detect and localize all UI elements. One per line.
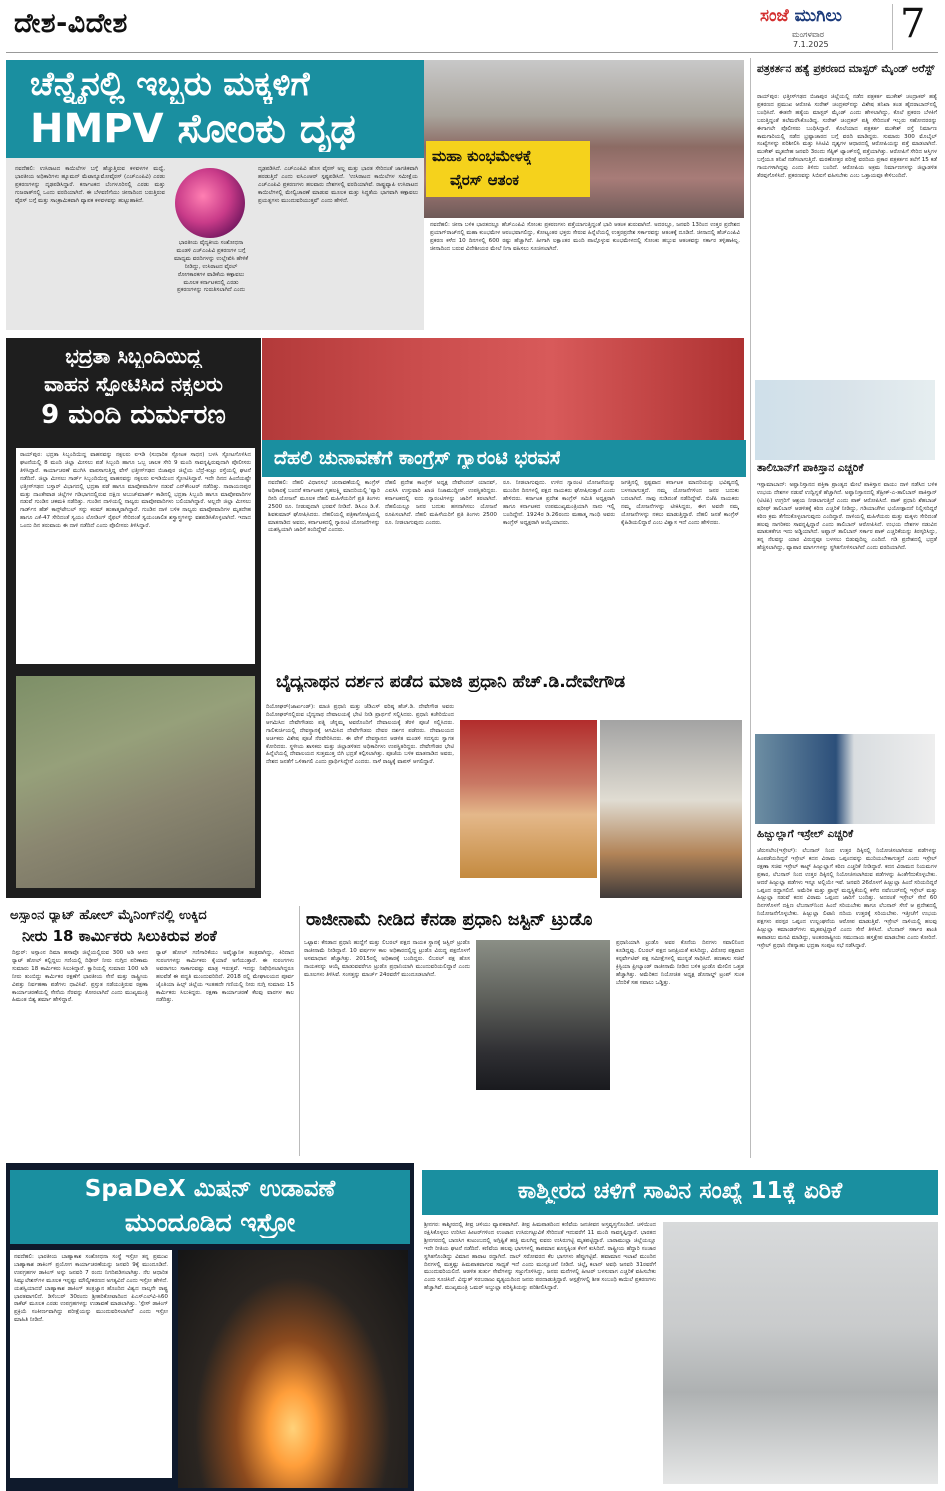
kumbh-tag-line2: ವೈರಸ್ ಆತಂಕ	[450, 171, 520, 189]
virus-illustration	[175, 168, 245, 238]
bhadrata-text: ರಾಯ್‌ಪುರ: ಭದ್ರತಾ ಸಿಬ್ಬಂದಿಯಿದ್ದ ವಾಹನವನ್ನು ನಕ್ಸಲರು ಐಇಡಿ (ಸುಧಾರಿತ ಸ್ಫೋಟಕ ಸಾಧನ) ಬಳಸಿ ಸ್ಫೋಟಗೊಳಿಸಿದ ಘಟನೆಯಲ್ಲಿ 8 ಮಂದಿ ಜಿಲ್ಲಾ ಮೀಸಲು ಪಡೆ ಸಿಬ್ಬಂದಿ ಹಾಗೂ ಒಬ್ಬ ಚಾಲಕ ಸೇರಿ 9 ಮಂದಿ ಸಾವನ್ನಪ್ಪಿರುವುದಾಗಿ ಪೊಲೀಸರು ತಿಳಿಸಿದ್ದಾರೆ. ಕಾರ್ಯಾಚರಣೆ ಮುಗಿಸಿ ವಾಪಸಾಗುತ್ತಿದ್ದ ವೇಳೆ ಛತ್ತೀಸ್‌ಗಢದ ಬಿಜಾಪುರ ಜಿಲ್ಲೆಯ ಬೆದ್ರೆ-ಕುಟ್ರು ರಸ್ತೆಯಲ್ಲಿ ಘಟನೆ ನಡೆದಿದೆ. ಜಿಲ್ಲಾ ಮೀಸಲು ಗಾರ್ಡ್ ಸಿಬ್ಬಂದಿಯಿದ್ದ ವಾಹನವನ್ನು ನಕ್ಸಲರು ಐಇಡಿಯಿಂದ ಸ್ಫೋಟಿಸಿದ್ದಾರೆ. ಇದೇ ದಿನದ ಹಿಂದೆಯಷ್ಟೇ ಛತ್ತೀಸ್‌ಗಢದ ಬಸ್ತಾರ್ ವಿಭಾಗದಲ್ಲಿ ಭದ್ರತಾ ಪಡೆ ಹಾಗೂ ಮಾವೋವಾದಿಗಳ ನಡುವೆ ಎನ್‌ಕೌಂಟರ್ ನಡೆದಿತ್ತು. ನಾರಾಯಣಪುರ ಮತ್ತು ದಾಂತೇವಾಡ ಜಿಲ್ಲೆಗಳ ಗಡಿಭಾಗದಲ್ಲಿರುವ ದಕ್ಷಿಣ ಅಬುಜ್‌ಮಾರ್ಹ್ ಕಾಡಿನಲ್ಲಿ ಭದ್ರತಾ ಸಿಬ್ಬಂದಿ ಹಾಗೂ ಮಾವೋವಾದಿಗಳ ನಡುವೆ ಗುಂಡಿನ ಚಕಮಕಿ ನಡೆದಿತ್ತು. ಗುಂಡಿನ ದಾಳಿಯಲ್ಲಿ ನಾಲ್ವರು ಮಾವೋವಾದಿಗಳು ಬಲಿಯಾಗಿದ್ದಾರೆ. ಅಲ್ಲದೇ ಜಿಲ್ಲಾ ಮೀಸಲು ಗಾರ್ಡ್‌ನ ಹೆಡ್ ಕಾನ್ಸ್‌ಟೇಬಲ್ ಸನ್ನು ಕರಮ್ ಹುತಾತ್ಮರಾಗಿದ್ದಾರೆ. ಗುಂಡಿನ ದಾಳಿ ಬಳಿಕ ನಾಲ್ವರು ಮಾವೋವಾದಿಗಳ ಮೃತದೇಹ ಹಾಗೂ ಎಕೆ-47 ಸೇರಿದಂತೆ ಸ್ವಯಂ ಲೋಡಿಂಗ್ ರೈಫಲ್ ಸೇರಿದಂತೆ ಸ್ವಯಂಚಾಲಿತ ಶಸ್ತ್ರಾಸ್ತ್ರಗಳನ್ನು ವಶಪಡಿಸಿಕೊಳ್ಳಲಾಗಿದೆ. ಇದಾದ ಒಂದು ದಿನ ತರುವಾಯ ಈ ದಾಳಿ ನಡೆದಿದೆ ಎಂದು ಪೊಲೀಸರು ತಿಳಿಸಿದ್ದಾರೆ.	[20, 452, 251, 530]
assam-headline-line2: ನೀರು 18 ಕಾರ್ಮಿಕರು ಸಿಲುಕಿರುವ ಶಂಕೆ	[22, 927, 217, 945]
trudeau-col2: ಪ್ರಧಾನಿಯಾಗಿ ಟ್ರುಡೊ ಅವರ ಕೊನೆಯ ದಿನಗಳು ಸವಾಲಿನಿಂದ ಕೂಡಿದ್ದವು. ಲಿಬರಲ್ ಪಕ್ಷದ ಜನಪ್ರಿಯತೆ ಕುಸಿದಿದ್ದು, ವಿರೋಧ ಪಕ್ಷವಾದ ಕನ್ಸರ್ವೇಟಿವ್ ಪಕ್ಷ ಸಮೀಕ್ಷೆಗಳಲ್ಲಿ ಮುನ್ನಡೆ ಸಾಧಿಸಿದೆ. ಹಣಕಾಸು ಸಚಿವೆ ಕ್ರಿಸ್ಟಿಯಾ ಫ್ರೀಲ್ಯಾಂಡ್ ರಾಜೀನಾಮೆ ನೀಡಿದ ಬಳಿಕ ಟ್ರುಡೊ ಮೇಲಿನ ಒತ್ತಡ ಹೆಚ್ಚಾಗಿತ್ತು. ಅಮೆರಿಕದ ನಿಯೋಜಿತ ಅಧ್ಯಕ್ಷ ಡೊನಾಲ್ಡ್ ಟ್ರಂಪ್ ಸುಂಕ ಬೆದರಿಕೆ ಸಹ ಸವಾಲು ಒಡ್ಡಿತ್ತು.	[616, 940, 744, 986]
spadex-headline-line1: SpaDeX ಮಿಷನ್ ಉಡಾವಣೆ	[84, 1176, 336, 1202]
hmpv-col1: ನವದೆಹಲಿ: ಉಸಿರಾಟದ ಕಾಯಿಲೆಗಳ ಬಗ್ಗೆ ಹೆಚ್ಚುತ್ತಿರುವ ಕಳವಳಗಳ ಮಧ್ಯೆ, ಭಾರತೀಯ ಅಧಿಕಾರಿಗಳು ಹ್ಯೂಮನ್ ಮೆಟಾನ್ಯೂಮೋವೈರಸ್ (ಎಚ್ಎಂಪಿವಿ) ಎರಡು ಪ್ರಕರಣಗಳನ್ನು ದೃಢಪಡಿಸಿದ್ದಾರೆ. ಕರ್ನಾಟಕದ ಬೆಂಗಳೂರಿನಲ್ಲಿ ಎರಡು ಮತ್ತು ಗುಜರಾತ್‌ನಲ್ಲಿ ಒಂದು ವರದಿಯಾಗಿದೆ. ಈ ಬೆಳವಣಿಗೆಯು ಚೀನಾದಿಂದ ಬರುತ್ತಿರುವ ವೈರಸ್ ಬಗ್ಗೆ ಮತ್ತು ಸಾಂಕ್ರಾಮಿಕವಾಗಿ ವ್ಯಾಪಕ ಕಳವಳವನ್ನು ಹುಟ್ಟುಹಾಕಿದೆ.	[15, 166, 165, 204]
hmpv-title-box	[6, 60, 424, 158]
kumbh-text: ನವದೆಹಲಿ: ಚೀನಾ ಬಳಿಕ ಭಾರತದಲ್ಲೂ ಹೆಚ್ಎಂಪಿವಿ ಸೋಂಕು ಪ್ರಕರಣಗಳು ಪತ್ತೆಯಾಗುತ್ತಿದ್ದಂತೆ ಭಾರಿ ಆತಂಕ ಶುರುವಾಗಿದೆ. ಅದರಲ್ಲೂ, ಜನವರಿ 13ರಿಂದ ಉತ್ತರ ಪ್ರದೇಶದ ಪ್ರಯಾಗ್‌ರಾಜ್‌ನಲ್ಲಿ ಮಹಾ ಕುಂಭಮೇಳ ಆರಂಭವಾಗಲಿದ್ದು, ಕೋಟ್ಯಂತರ ಭಕ್ತರು ಸೇರುವ ಹಿನ್ನೆಲೆಯಲ್ಲಿ ಉತ್ತರಪ್ರದೇಶ ಸರ್ಕಾರವನ್ನು ಆತಂಕಕ್ಕೆ ದೂಡಿದೆ. ಚೀನಾದಲ್ಲಿ ಹೆಚ್ಎಂಪಿವಿ ಪ್ರಕರಣ ಕಳೆದ 10 ದಿನಗಳಲ್ಲಿ 600 ರಷ್ಟು ಹೆಚ್ಚಾಗಿದೆ. ಹೀಗಾಗಿ ಲಕ್ಷಾಂತರ ಮಂದಿ ಪಾಲ್ಗೊಳ್ಳುವ ಕುಂಭಮೇಳದಲ್ಲಿ ಸೋಂಕು ಹಬ್ಬುವ ಆತಂಕವನ್ನು ಸರ್ಕಾರ ತಳ್ಳಿಹಾಕಿಲ್ಲ. ಚೀನಾದಿಂದ ಬರುವ ವಿದೇಶೀಯರ ಮೇಲೆ ನಿಗಾ ವಹಿಸಲು ಸೂಚಿಸಲಾಗಿದೆ.	[430, 222, 740, 252]
trudeau-photo	[476, 940, 610, 1090]
assam-headline-box	[6, 906, 300, 946]
column-divider	[750, 58, 751, 1158]
trudeau-headline-box	[300, 906, 746, 936]
issue-date: 7.1.2025	[793, 40, 829, 49]
assam-col2: ರ‍್ಯಾಟ್ ಹೋಲ್ ಗಣಿಗಾರಿಕೆಯು ಅವೈಜ್ಞಾನಿಕ ತಂತ್ರವಾಗಿದ್ದು, ಕಿರಿದಾದ ಸುರಂಗಗಳನ್ನು ಕಾರ್ಮಿಕರು ಕೈಯಾರೆ ಅಗೆಯುತ್ತಾರೆ. ಈ ಸುರಂಗಗಳು ಅವರಾಗಲು ಸಾಕಾಗುವಷ್ಟು ಮಾತ್ರ ಇರುತ್ತವೆ. ಇದನ್ನು ನಿಷೇಧಿಸಲಾಗಿದ್ದರೂ ಹಲವೆಡೆ ಈ ಪದ್ಧತಿ ಮುಂದುವರಿದಿದೆ. 2018 ರಲ್ಲಿ ಮೇಘಾಲಯದ ಪೂರ್ವ ಜೈಂತಿಯಾ ಹಿಲ್ಸ್ ಜಿಲ್ಲೆಯ ಇಂತಹದೇ ಗಣಿಯಲ್ಲಿ ನೀರು ನುಗ್ಗಿ ಸುಮಾರು 15 ಕಾರ್ಮಿಕರು ಸಿಲುಕಿದ್ದರು. ರಕ್ಷಣಾ ಕಾರ್ಯಾಚರಣೆ ಕೆಲವು ವಾರಗಳ ಕಾಲ ನಡೆದಿತ್ತು.	[156, 950, 294, 1004]
congress-press-photo	[262, 338, 744, 440]
hmpv-col3: ದೃಢಪಡಿಸಿದೆ. ಎಚ್ಎಂಪಿವಿ ಹೊಸ ವೈರಸ್ ಅಲ್ಲ ಮತ್ತು ಭಾರತ ಸೇರಿದಂತೆ ಜಾಗತಿಕವಾಗಿ ಹರಡುತ್ತಿದೆ ಎಂದು ಐಸಿಎಂಆರ್ ಸ್ಪಷ್ಟಪಡಿಸಿದೆ. 'ಉಸಿರಾಟದ ಕಾಯಿಲೆಗಳ ಸಮೀಕ್ಷೆಯ ಎಚ್ಎಂಪಿವಿ ಪ್ರಕರಣಗಳು ಹಲವಾರು ದೇಶಗಳಲ್ಲಿ ವರದಿಯಾಗಿವೆ. ರಾಷ್ಟ್ರವ್ಯಾಪಿ ಉಸಿರಾಟದ ಕಾಯಿಲೆಗಳಲ್ಲಿ ಮೇಲ್ವಿಚಾರಣೆ ಮಾಡುವ ಮೂಲಕ ಮತ್ತು ಸಿದ್ಧತೆಯ ಭಾಗವಾಗಿ ಕಣ್ಗಾವಲು ಪ್ರಯತ್ನಗಳು ಮುಂದುವರಿಯುತ್ತವೆ' ಎಂದು ಹೇಳಿದೆ.	[258, 166, 418, 204]
hezbollah-headline: ಹಿಜ್ಬುಲ್ಲಾಗೆ ಇಸ್ರೇಲ್ ಎಚ್ಚರಿಕೆ	[757, 828, 854, 840]
issue-day: ಮಂಗಳವಾರ	[792, 30, 825, 39]
paper-masthead	[760, 6, 842, 26]
congress-col4: ಜಗತ್ತಿನಲ್ಲಿ ಸ್ಪಷ್ಟವಾದ ಕರ್ನಾಟಕ ಮಾದರಿಯನ್ನು ಭವಿಷ್ಯದಲ್ಲಿ ಬಳಸಲಾಗುತ್ತದೆ. ನಮ್ಮ ಯೋಜನೆಗಳಿಂದ ಜನರ ಬದುಕು ಬದಲಾಗಿದೆ. ನಾವು ನುಡಿದಂತೆ ನಡೆದಿದ್ದೇವೆ. ಬಿಜೆಪಿ ನಾಯಕರು ನಮ್ಮ ಯೋಜನೆಗಳನ್ನು ಟೀಕಿಸಿದ್ದರು, ಈಗ ಅವರೇ ನಮ್ಮ ಯೋಜನೆಗಳನ್ನು ನಕಲು ಮಾಡುತ್ತಿದ್ದಾರೆ. ದೆಹಲಿ ಜನತೆ ಕಾಂಗ್ರೆಸ್ ಕೈಹಿಡಿಯಲಿದ್ದಾರೆ ಎಂಬ ವಿಶ್ವಾಸ ಇದೆ ಎಂದು ಹೇಳಿದರು.	[621, 480, 739, 526]
kumbh-tag	[426, 141, 590, 197]
kashmir-text: ಶ್ರೀನಗರ: ಕಾಶ್ಮೀರದಲ್ಲಿ ತೀವ್ರ ಚಳಿಯು ವ್ಯಾಪಕವಾಗಿದೆ. ತೀವ್ರ ಹಿಮಪಾತದಿಂದ ಕಣಿವೆಯ ಜನಜೀವನ ಅಸ್ತವ್ಯಸ್ತಗೊಂಡಿದೆ. ಚಳಿಯಿಂದ ರಕ್ಷಿಸಿಕೊಳ್ಳಲು ಉರಿಸಿದ ಹೀಟರ್‌ಗಳಿಂದ ಉಂಟಾದ ಉಸಿರುಗಟ್ಟುವಿಕೆ ಸೇರಿದಂತೆ ಇದುವರೆಗೆ 11 ಮಂದಿ ಸಾವನ್ನಪ್ಪಿದ್ದಾರೆ. ಭಾರತದ ಶ್ರೀನಗರದಲ್ಲಿ ಬಾಣಸಿಗ ಕುಟುಂಬದಲ್ಲಿ ಅಗ್ಗಿಷ್ಟಿಕೆ ಹಚ್ಚಿ ಮಲಗಿದ್ದ ಐವರು ಉಸಿರುಗಟ್ಟಿ ಮೃತಪಟ್ಟಿದ್ದಾರೆ. ಬಾರಾಮುಲ್ಲಾ ಜಿಲ್ಲೆಯಲ್ಲೂ ಇದೇ ರೀತಿಯ ಘಟನೆ ನಡೆದಿದೆ. ಕಣಿವೆಯ ಹಲವು ಭಾಗಗಳಲ್ಲಿ ತಾಪಮಾನ ಶೂನ್ಯಕ್ಕಿಂತ ಕೆಳಗೆ ಕುಸಿದಿದೆ. ರಾಷ್ಟ್ರೀಯ ಹೆದ್ದಾರಿ ಸಂಚಾರ ಸ್ಥಗಿತಗೊಂಡಿದ್ದು ವಿಮಾನ ಹಾರಾಟ ರದ್ದಾಗಿದೆ. ದಾಲ್ ಸರೋವರದ ಕೆಲ ಭಾಗಗಳು ಹೆಪ್ಪುಗಟ್ಟಿವೆ. ಹವಾಮಾನ ಇಲಾಖೆ ಮುಂದಿನ ದಿನಗಳಲ್ಲಿ ಮತ್ತಷ್ಟು ಹಿಮಪಾತವಾಗುವ ಸಾಧ್ಯತೆ ಇದೆ ಎಂದು ಮುನ್ಸೂಚನೆ ನೀಡಿದೆ. ಚಿಲ್ಲೈ ಕಲಾನ್ ಅವಧಿ ಜನವರಿ 31ರವರೆಗೆ ಮುಂದುವರಿಯಲಿದೆ. ಆಡಳಿತ ತುರ್ತು ಸೇವೆಗಳನ್ನು ಸಜ್ಜುಗೊಳಿಸಿದ್ದು, ಜನರು ಮನೆಗಳಲ್ಲಿ ಹೀಟರ್ ಬಳಸುವಾಗ ಎಚ್ಚರಿಕೆ ವಹಿಸಬೇಕು ಎಂದು ಸೂಚಿಸಿದೆ. ವಿದ್ಯುತ್ ಸರಬರಾಜು ವ್ಯತ್ಯಯದಿಂದ ಜನರು ಪರದಾಡುತ್ತಿದ್ದಾರೆ. ಆಸ್ಪತ್ರೆಗಳಲ್ಲಿ ಶೀತ ಸಂಬಂಧಿ ಕಾಯಿಲೆ ಪ್ರಕರಣಗಳು ಹೆಚ್ಚಾಗಿವೆ. ಮುಖ್ಯಮಂತ್ರಿ ಒಮರ್ ಅಬ್ದುಲ್ಲಾ ಪರಿಸ್ಥಿತಿಯನ್ನು ಪರಿಶೀಲಿಸಿದ್ದಾರೆ.	[424, 1222, 656, 1292]
assam-headline-line1: ಅಸ್ಸಾಂನ ರ‍್ಯಾಟ್ ಹೋಲ್ ಮೈನಿಂಗ್‌ನಲ್ಲಿ ಉಕ್ಕಿದ	[10, 908, 207, 923]
page-number: 7	[900, 1, 926, 47]
rocket-launch-photo	[178, 1250, 408, 1488]
devegowda-text: ದಿಯೋಘರ್(ಜಾರ್ಖಂಡ್): ಮಾಜಿ ಪ್ರಧಾನಿ ಮತ್ತು ಜೆಡಿಎಸ್ ವರಿಷ್ಠ ಹೆಚ್.ಡಿ. ದೇವೇಗೌಡ ಅವರು ದಿಯೋಘರ್‌ನಲ್ಲಿರುವ ಬೈದ್ಯನಾಥ ದೇವಾಲಯಕ್ಕೆ ಭೇಟಿ ನೀಡಿ ಪ್ರಾರ್ಥನೆ ಸಲ್ಲಿಸಿದರು. ಪ್ರಧಾನಿ ಕಚೇರಿಯಿಂದ ಆಗಮಿಸಿದ ದೇವೇಗೌಡರು ಪತ್ನಿ ಚೆನ್ನಮ್ಮ ಅವರೊಂದಿಗೆ ದೇವಾಲಯಕ್ಕೆ ತೆರಳಿ ಪೂಜೆ ಸಲ್ಲಿಸಿದರು. ಗಾಲಿಕುರ್ಚಿಯಲ್ಲಿ ದೇವಸ್ಥಾನಕ್ಕೆ ಆಗಮಿಸಿದ ದೇವೇಗೌಡರು ದೇವರ ದರ್ಶನ ಪಡೆದರು. ದೇವಾಲಯದ ಅರ್ಚಕರು ವಿಶೇಷ ಪೂಜೆ ನೆರವೇರಿಸಿದರು. ಈ ವೇಳೆ ದೇವಸ್ಥಾನದ ಆಡಳಿತ ಮಂಡಳಿ ಸದಸ್ಯರು ಸ್ವಾಗತ ಕೋರಿದರು. ಸ್ಥಳೀಯ ಶಾಸಕರು ಮತ್ತು ಜಿಲ್ಲಾಡಳಿತದ ಅಧಿಕಾರಿಗಳು ಉಪಸ್ಥಿತರಿದ್ದರು. ದೇವೇಗೌಡರ ಭೇಟಿ ಹಿನ್ನೆಲೆಯಲ್ಲಿ ದೇವಾಲಯದ ಸುತ್ತಮುತ್ತ ಬಿಗಿ ಭದ್ರತೆ ಕಲ್ಪಿಸಲಾಗಿತ್ತು. ಪೂಜೆಯ ಬಳಿಕ ಮಾತನಾಡಿದ ಅವರು, ದೇಶದ ಜನತೆಗೆ ಒಳಿತಾಗಲಿ ಎಂದು ಪ್ರಾರ್ಥಿಸಿದ್ದೇನೆ ಎಂದರು. ನಾಳೆ ರಾಜ್ಯಕ್ಕೆ ವಾಪಸ್ ಆಗಲಿದ್ದಾರೆ.	[266, 704, 454, 766]
bhadrata-title-line2: ವಾಹನ ಸ್ಫೋಟಿಸಿದ ನಕ್ಸಲರು	[44, 372, 223, 396]
devegowda-headline-box	[262, 668, 746, 698]
congress-headline: ದೆಹಲಿ ಚುನಾವಣೆಗೆ ಕಾಂಗ್ರೆಸ್ ಗ್ಯಾರಂಟಿ ಭರವಸೆ	[274, 447, 561, 469]
congress-headline-box	[262, 440, 746, 477]
trudeau-headline: ರಾಜೀನಾಮೆ ನೀಡಿದ ಕೆನಡಾ ಪ್ರಧಾನಿ ಜಸ್ಟಿನ್ ಟ್ರುಡೊ	[306, 910, 593, 930]
snowfall-photo	[663, 1222, 938, 1484]
spadex-headline-box	[10, 1170, 410, 1244]
congress-col2: ದೆಹಲಿ ಪ್ರದೇಶ ಕಾಂಗ್ರೆಸ್ ಅಧ್ಯಕ್ಷ ದೇವೇಂದರ್ ಯಾದವ್, ಎಐಸಿಸಿ ಉಸ್ತುವಾರಿ ಖಾಜಿ ನಿಜಾಮುದ್ದೀನ್ ಉಪಸ್ಥಿತರಿದ್ದರು. ಕರ್ನಾಟಕದಲ್ಲಿ ಐದು ಗ್ಯಾರಂಟಿಗಳನ್ನು ಜಾರಿಗೆ ತರಲಾಗಿದೆ. ದೆಹಲಿಯಲ್ಲೂ ಜನರ ಬದುಕು ಹಸನಾಗಿಸಲು ಯೋಜನೆ ರೂಪಿಸಲಾಗಿದೆ. ದೆಹಲಿ ಮಹಿಳೆಯರಿಗೆ ಪ್ರತಿ ತಿಂಗಳು 2500 ರೂ. ನೀಡಲಾಗುವುದು ಎಂದರು.	[385, 480, 497, 526]
bhadrata-title-box	[6, 338, 261, 442]
bhadrata-title-line1: ಭದ್ರತಾ ಸಿಬ್ಬಂದಿಯಿದ್ದ	[65, 344, 202, 368]
encounter-site-photo	[16, 676, 255, 888]
journalist-headline: ಪತ್ರಕರ್ತನ ಹತ್ಯೆ ಪ್ರಕರಣದ ಮಾಸ್ಟರ್ ಮೈಂಡ್ ಅರೆಸ್ಟ್	[757, 63, 935, 75]
bhadrata-title-line3: 9 ಮಂದಿ ದುರ್ಮರಣ	[41, 400, 226, 430]
devegowda-prayer-photo	[600, 720, 742, 898]
taliban-text: ಇಸ್ಲಾಮಾಬಾದ್: ಅಫ್ಘಾನಿಸ್ತಾನದ ಪಕ್ತಿಕಾ ಪ್ರಾಂತ್ಯದ ಮೇಲೆ ಪಾಕಿಸ್ತಾನ ವಾಯು ದಾಳಿ ನಡೆಸಿದ ಬಳಿಕ ಉಭಯ ದೇಶಗಳ ನಡುವೆ ಉದ್ವಿಗ್ನತೆ ಹೆಚ್ಚಾಗಿದೆ. ಅಫ್ಘಾನಿಸ್ತಾನದಲ್ಲಿ ತೆಹ್ರೀಕ್-ಎ-ತಾಲಿಬಾನ್ ಪಾಕಿಸ್ತಾನ್ (ಟಿಟಿಪಿ) ಉಗ್ರರಿಗೆ ಆಶ್ರಯ ನೀಡಲಾಗುತ್ತಿದೆ ಎಂದು ಪಾಕ್ ಆರೋಪಿಸಿದೆ. ಪಾಕ್ ಪ್ರಧಾನಿ ಶೆಹಬಾಜ್ ಷರೀಫ್ ತಾಲಿಬಾನ್ ಆಡಳಿತಕ್ಕೆ ಕಠಿಣ ಎಚ್ಚರಿಕೆ ನೀಡಿದ್ದು, ಗಡಿಯಾಚೆಗಿನ ಭಯೋತ್ಪಾದನೆ ನಿಲ್ಲಿಸದಿದ್ದರೆ ಕಠಿಣ ಕ್ರಮ ತೆಗೆದುಕೊಳ್ಳಲಾಗುವುದು ಎಂದಿದ್ದಾರೆ. ದಾಳಿಯಲ್ಲಿ ಮಹಿಳೆಯರು ಮತ್ತು ಮಕ್ಕಳು ಸೇರಿದಂತೆ ಹಲವು ನಾಗರಿಕರು ಸಾವನ್ನಪ್ಪಿದ್ದಾರೆ ಎಂದು ತಾಲಿಬಾನ್ ಆರೋಪಿಸಿದೆ. ಉಭಯ ದೇಶಗಳ ನಡುವಿನ ಮಾತುಕತೆಗೂ ಇದು ಅಡ್ಡಿಯಾಗಿದೆ. ಅಫ್ಘಾನ್ ತಾಲಿಬಾನ್ ಸರ್ಕಾರ ಪಾಕ್ ಎಚ್ಚರಿಕೆಯನ್ನು ತಿರಸ್ಕರಿಸಿದ್ದು, ತನ್ನ ನೆಲವನ್ನು ಯಾರ ವಿರುದ್ಧವೂ ಬಳಸಲು ಬಿಡುವುದಿಲ್ಲ ಎಂದಿದೆ. ಗಡಿ ಪ್ರದೇಶದಲ್ಲಿ ಭದ್ರತೆ ಹೆಚ್ಚಿಸಲಾಗಿದ್ದು, ವ್ಯಾಪಾರ ಮಾರ್ಗಗಳನ್ನು ಸ್ಥಗಿತಗೊಳಿಸಲಾಗಿದೆ ಎಂದು ವರದಿಯಾಗಿದೆ.	[757, 482, 937, 552]
hmpv-title-line1: ಚೆನ್ನೈನಲ್ಲಿ ಇಬ್ಬರು ಮಕ್ಕಳಿಗೆ	[30, 64, 310, 103]
kashmir-headline: ಕಾಶ್ಮೀರದ ಚಳಿಗೆ ಸಾವಿನ ಸಂಖ್ಯೆ 11ಕ್ಕೆ ಏರಿಕೆ	[517, 1178, 843, 1204]
header-rule	[6, 52, 938, 53]
devegowda-headline: ಬೈದ್ಯನಾಥನ ದರ್ಶನ ಪಡೆದ ಮಾಜಿ ಪ್ರಧಾನಿ ಹೆಚ್.ಡಿ.ದೇವೇಗೌಡ	[276, 672, 626, 692]
trudeau-col1: ಒಟ್ಟಾವ: ಕೆನಡಾದ ಪ್ರಧಾನಿ ಹುದ್ದೆಗೆ ಮತ್ತು ಲಿಬರಲ್ ಪಕ್ಷದ ನಾಯಕ ಸ್ಥಾನಕ್ಕೆ ಜಸ್ಟಿನ್ ಟ್ರುಡೊ ರಾಜೀನಾಮೆ ನೀಡಿದ್ದಾರೆ. 10 ವರ್ಷಗಳ ಕಾಲ ಅಧಿಕಾರದಲ್ಲಿದ್ದ ಟ್ರುಡೊ ವಿರುದ್ಧ ಪಕ್ಷದೊಳಗೆ ಅಸಮಾಧಾನ ಹೆಚ್ಚಾಗಿತ್ತು. 2015ರಲ್ಲಿ ಅಧಿಕಾರಕ್ಕೆ ಬಂದಿದ್ದರು. ಲಿಬರಲ್ ಪಕ್ಷ ಹೊಸ ನಾಯಕನನ್ನು ಆಯ್ಕೆ ಮಾಡುವವರೆಗೂ ಟ್ರುಡೊ ಪ್ರಧಾನಿಯಾಗಿ ಮುಂದುವರಿಯಲಿದ್ದಾರೆ ಎಂದು ಮೂಲಗಳು ತಿಳಿಸಿವೆ. ಸಂಸತ್ತನ್ನು ಮಾರ್ಚ್ 24ರವರೆಗೆ ಮುಂದೂಡಲಾಗಿದೆ.	[304, 940, 470, 978]
story-divider	[299, 906, 300, 1156]
congress-col1: ನವದೆಹಲಿ: ದೆಹಲಿ ವಿಧಾನಸಭೆ ಚುನಾವಣೆಯಲ್ಲಿ ಕಾಂಗ್ರೆಸ್ ಅಧಿಕಾರಕ್ಕೆ ಬಂದರೆ ಕರ್ನಾಟಕದ ಗೃಹಲಕ್ಷ್ಮಿ ಮಾದರಿಯಲ್ಲಿ 'ಪ್ಯಾರಿ ದೀದಿ ಯೋಜನೆ' ಮೂಲಕ ದೆಹಲಿ ಮಹಿಳೆಯರಿಗೆ ಪ್ರತಿ ತಿಂಗಳು 2500 ರೂ. ನೀಡುವುದಾಗಿ ಭರವಸೆ ನೀಡಿದೆ. ಡಿಸಿಎಂ ಡಿ.ಕೆ. ಶಿವಕುಮಾರ್ ಘೋಷಿಸಿದರು. ದೆಹಲಿಯಲ್ಲಿ ಪತ್ರಿಕಾಗೋಷ್ಠಿಯಲ್ಲಿ ಮಾತನಾಡಿದ ಅವರು, ಕರ್ನಾಟಕದಲ್ಲಿ ಗ್ಯಾರಂಟಿ ಯೋಜನೆಗಳನ್ನು ಯಶಸ್ವಿಯಾಗಿ ಜಾರಿಗೆ ತಂದಿದ್ದೇವೆ ಎಂದರು.	[268, 480, 380, 534]
section-title: ದೇಶ-ವಿದೇಶ	[14, 8, 128, 39]
taliban-headline: ತಾಲಿಬಾನ್‌ಗೆ ಪಾಕಿಸ್ತಾನ ಎಚ್ಚರಿಕೆ	[757, 462, 864, 474]
hmpv-caption: ಭಾರತೀಯ ವೈದ್ಯಕೀಯ ಸಂಶೋಧನಾ ಮಂಡಳಿ ಎಚ್ಎಂಪಿವಿ ಪ್ರಕರಣಗಳ ಬಗ್ಗೆ ಮಾಧ್ಯಮ ವರದಿಗಳನ್ನು ಉಲ್ಲೇಖಿಸಿ ಹೇಳಿಕೆ ನೀಡಿದ್ದು, ಉಸಿರಾಟದ ವೈರಲ್ ರೋಗಕಾರಕಗಳ ವಾಡಿಕೆಯ ಕಣ್ಗಾವಲು ಮೂಲಕ ಕರ್ನಾಟಕದಲ್ಲಿ ಎರಡು ಪ್ರಕರಣಗಳನ್ನು ಗುರುತಿಸಲಾಗಿದೆ ಎಂದು	[173, 240, 249, 294]
paper-name-part1: ಸಂಜೆ	[760, 6, 789, 26]
hezbollah-text: ಜೆರುಸಲೇಂ(ಇಸ್ರೇಲ್): ಲೆಬನಾನ್ ನಿಂದ ಉತ್ತರ ದಿಕ್ಕಿನಲ್ಲಿ ನಿಯೋಜಿಸಲಾಗಿರುವ ಪಡೆಗಳನ್ನು ಹಿಂಪಡೆಯದಿದ್ದರೆ ಇಸ್ರೇಲ್ ಕದನ ವಿರಾಮ ಒಪ್ಪಂದವನ್ನು ಮುರಿಯಬೇಕಾಗುತ್ತದೆ ಎಂದು ಇಸ್ರೇಲ್ ರಕ್ಷಣಾ ಸಚಿವ ಇಸ್ರೇಲ್ ಕಾಟ್ಜ್ ಹಿಜ್ಬುಲ್ಲಾಗೆ ಕಠಿಣ ಎಚ್ಚರಿಕೆ ನೀಡಿದ್ದಾರೆ. ಕದನ ವಿರಾಮದ ನಿಯಮಗಳ ಪ್ರಕಾರ, ಲೆಬನಾನ್ ನಿಂದ ಉತ್ತರ ದಿಕ್ಕಿನಲ್ಲಿ ನಿಯೋಜಿಸಲಾಗಿರುವ ಪಡೆಗಳನ್ನು ಹಿಂತೆಗೆದುಕೊಳ್ಳಬೇಕು. ಆದರೆ ಹಿಜ್ಬುಲ್ಲಾ ಪಡೆಗಳು ಇನ್ನೂ ಅಲ್ಲಿಯೇ ಇವೆ. ಜನವರಿ 26ರೊಳಗೆ ಹಿಜ್ಬುಲ್ಲಾ ಹಿಂದೆ ಸರಿಯದಿದ್ದರೆ ಒಪ್ಪಂದ ರದ್ದಾಗಲಿದೆ. ಅಮೆರಿಕ ಮತ್ತು ಫ್ರಾನ್ಸ್ ಮಧ್ಯಸ್ಥಿಕೆಯಲ್ಲಿ ಕಳೆದ ನವೆಂಬರ್‌ನಲ್ಲಿ ಇಸ್ರೇಲ್ ಮತ್ತು ಹಿಜ್ಬುಲ್ಲಾ ನಡುವೆ ಕದನ ವಿರಾಮ ಒಪ್ಪಂದ ಜಾರಿಗೆ ಬಂದಿತ್ತು. ಅದರಂತೆ ಇಸ್ರೇಲ್ ಸೇನೆ 60 ದಿನಗಳೊಳಗೆ ದಕ್ಷಿಣ ಲೆಬನಾನ್‌ನಿಂದ ಹಿಂದೆ ಸರಿಯಬೇಕು ಹಾಗೂ ಲೆಬನಾನ್ ಸೇನೆ ಆ ಪ್ರದೇಶದಲ್ಲಿ ನಿಯೋಜನೆಗೊಳ್ಳಬೇಕು. ಹಿಜ್ಬುಲ್ಲಾ ಲಿಟಾನಿ ನದಿಯ ಉತ್ತರಕ್ಕೆ ಸರಿಯಬೇಕು. ಇತ್ತೀಚೆಗೆ ಉಭಯ ಪಕ್ಷಗಳು ಪರಸ್ಪರ ಒಪ್ಪಂದ ಉಲ್ಲಂಘನೆಯ ಆರೋಪ ಮಾಡುತ್ತಿವೆ. ಇಸ್ರೇಲ್ ದಾಳಿಯಲ್ಲಿ ಹಲವು ಹಿಜ್ಬುಲ್ಲಾ ಕಮಾಂಡರ್‌ಗಳು ಮೃತಪಟ್ಟಿದ್ದಾರೆ ಎಂದು ಸೇನೆ ತಿಳಿಸಿದೆ. ಲೆಬನಾನ್ ಸರ್ಕಾರ ಶಾಂತಿ ಕಾಪಾಡಲು ಮನವಿ ಮಾಡಿದ್ದು, ಅಂತರರಾಷ್ಟ್ರೀಯ ಸಮುದಾಯ ಹಸ್ತಕ್ಷೇಪ ಮಾಡಬೇಕು ಎಂದು ಕೋರಿದೆ. ಇಸ್ರೇಲ್ ಪ್ರಧಾನಿ ನೆತನ್ಯಾಹು ಭದ್ರತಾ ಸಂಪುಟ ಸಭೆ ನಡೆಸಿದ್ದಾರೆ.	[757, 848, 937, 949]
temple-pooja-photo	[460, 720, 597, 878]
accused-photos	[755, 380, 935, 460]
kumbh-tag-line1: ಮಹಾ ಕುಂಭಮೇಳಕ್ಕೆ	[432, 147, 532, 165]
journalist-text: ರಾಯ್‌ಪುರ: ಛತ್ತೀಸ್‌ಗಢದ ಬಿಜಾಪುರ ಜಿಲ್ಲೆಯಲ್ಲಿ ನಡೆದ ಪತ್ರಕರ್ತ ಮುಕೇಶ್ ಚಂದ್ರಾಕರ್ ಹತ್ಯೆ ಪ್ರಕರಣದ ಪ್ರಮುಖ ಆರೋಪಿ ಸುರೇಶ್ ಚಂದ್ರಕರ್‌ನನ್ನು ವಿಶೇಷ ತನಿಖಾ ತಂಡ ಹೈದರಾಬಾದ್‌ನಲ್ಲಿ ಬಂಧಿಸಿದೆ. ಈತನೇ ಹತ್ಯೆಯ ಮಾಸ್ಟರ್ ಮೈಂಡ್ ಎಂದು ಹೇಳಲಾಗಿದ್ದು, ಕೊಲೆ ಪ್ರಕರಣ ಬೆಳಕಿಗೆ ಬರುತ್ತಿದ್ದಂತೆ ತಲೆಮರೆಸಿಕೊಂಡಿದ್ದ. ಸುರೇಶ್ ಚಂದ್ರಕರ್ ಪತ್ನಿ ಸೇರಿದಂತೆ ಇಬ್ಬರು ಸಹೋದರರನ್ನು ಈಗಾಗಲೇ ಪೊಲೀಸರು ಬಂಧಿಸಿದ್ದಾರೆ. ಕೊಲೆಯಾದ ಪತ್ರಕರ್ತ ಮುಕೇಶ್ ರಸ್ತೆ ನಿರ್ಮಾಣ ಕಾಮಗಾರಿಯಲ್ಲಿ ನಡೆದ ಭ್ರಷ್ಟಾಚಾರದ ಬಗ್ಗೆ ವರದಿ ಮಾಡಿದ್ದರು. ಸುಮಾರು 300 ಮೊಬೈಲ್ ಸಂಖ್ಯೆಗಳನ್ನು ಪರಿಶೀಲಿಸಿ ಮತ್ತು ಸಿಸಿಟಿವಿ ದೃಶ್ಯಗಳ ಆಧಾರದಲ್ಲಿ ಆರೋಪಿಯನ್ನು ಪತ್ತೆ ಮಾಡಲಾಗಿದೆ. ಮುಕೇಶ್ ಮೃತದೇಹ ಜನವರಿ 3ರಂದು ಸೆಪ್ಟಿಕ್ ಟ್ಯಾಂಕ್‌ನಲ್ಲಿ ಪತ್ತೆಯಾಗಿತ್ತು. ಆರೋಪಿಗೆ ಸೇರಿದ ಆಸ್ತಿಗಳ ಬಗ್ಗೆಯೂ ತನಿಖೆ ನಡೆಸಲಾಗುತ್ತಿದೆ. ಮರಣೋತ್ತರ ಪರೀಕ್ಷೆ ವರದಿಯ ಪ್ರಕಾರ ಪತ್ರಕರ್ತನ ತಲೆಗೆ 15 ಕಡೆ ಗಾಯಗಳಾಗಿದ್ದವು ಎಂದು ತಿಳಿದು ಬಂದಿದೆ. ಆರೋಪಿಯ ಅಕ್ರಮ ನಿರ್ಮಾಣಗಳನ್ನು ಜಿಲ್ಲಾಡಳಿತ ತೆರವುಗೊಳಿಸಿದೆ. ಪ್ರಕರಣವನ್ನು ಸಿಬಿಐಗೆ ವಹಿಸಬೇಕು ಎಂಬ ಒತ್ತಾಯವೂ ಕೇಳಿಬಂದಿದೆ.	[757, 94, 937, 180]
kashmir-headline-box	[422, 1170, 938, 1215]
spadex-text: ನವದೆಹಲಿ: ಭಾರತೀಯ ಬಾಹ್ಯಾಕಾಶ ಸಂಶೋಧನಾ ಸಂಸ್ಥೆ ಇಸ್ರೋ ತನ್ನ ಪ್ರಮುಖ ಬಾಹ್ಯಾಕಾಶ ಡಾಕಿಂಗ್ ಪ್ರಯೋಗ ಕಾರ್ಯಾಚರಣೆಯನ್ನು ಜನವರಿ 9ಕ್ಕೆ ಮುಂದೂಡಿದೆ. ಉಪಗ್ರಹಗಳ ಡಾಕಿಂಗ್ ಅನ್ನು ಜನವರಿ 7 ರಂದು ನಿಗದಿಪಡಿಸಲಾಗಿತ್ತು. ನೆಲ ಆಧಾರಿತ ಸಿಮ್ಯುಲೇಶನ್‌ಗಳ ಮೂಲಕ ಇನ್ನಷ್ಟು ಮೌಲ್ಯೀಕರಣದ ಅಗತ್ಯವಿದೆ ಎಂದು ಇಸ್ರೋ ಹೇಳಿದೆ. ಯಶಸ್ವಿಯಾದರೆ ಬಾಹ್ಯಾಕಾಶ ಡಾಕಿಂಗ್ ತಂತ್ರಜ್ಞಾನ ಹೊಂದಿದ ವಿಶ್ವದ ನಾಲ್ಕನೇ ರಾಷ್ಟ್ರ ಭಾರತವಾಗಲಿದೆ. ಡಿಸೆಂಬರ್ 30ರಂದು ಶ್ರೀಹರಿಕೋಟಾದಿಂದ ಪಿಎಸ್ಎಲ್‌ವಿ-ಸಿ60 ರಾಕೆಟ್ ಮೂಲಕ ಎರಡು ಉಪಗ್ರಹಗಳನ್ನು ಉಡಾವಣೆ ಮಾಡಲಾಗಿತ್ತು. 'ಸ್ಪೇಸ್ ಡಾಕಿಂಗ್ ಪ್ರಕ್ರಿಯೆ ಸಂಕೀರ್ಣವಾಗಿದ್ದು ಪರೀಕ್ಷೆಯನ್ನು ಮುಂದುವರಿಸಲಾಗಿದೆ' ಎಂದು ಇಸ್ರೋ ಮಾಹಿತಿ ನೀಡಿದೆ.	[14, 1254, 168, 1324]
header-divider	[892, 4, 893, 50]
paper-name-part2: ಮುಗಿಲು	[794, 6, 842, 26]
hmpv-title-line2: HMPV ಸೋಂಕು ದೃಢ	[30, 106, 356, 152]
congress-col3: ರೂ. ನೀಡಲಾಗುವುದು. ಉಳಿದ ಗ್ಯಾರಂಟಿ ಯೋಜನೆಯನ್ನು ಮುಂದಿನ ದಿನಗಳಲ್ಲಿ ಪಕ್ಷದ ನಾಯಕರು ಘೋಷಿಸುತ್ತಾರೆ ಎಂದು ಹೇಳಿದರು. ಕರ್ನಾಟಕ ಪ್ರದೇಶ ಕಾಂಗ್ರೆಸ್ ಸಮಿತಿ ಅಧ್ಯಕ್ಷರಾಗಿ ಹಾಗೂ ಕರ್ನಾಟಕದ ಉಪಮುಖ್ಯಮಂತ್ರಿಯಾಗಿ ನಾನು ಇಲ್ಲಿ ಬಂದಿದ್ದೇನೆ. 1924ರ ಡಿ.26ರಂದು ಮಹಾತ್ಮ ಗಾಂಧಿ ಅವರು ಕಾಂಗ್ರೆಸ್ ಅಧ್ಯಕ್ಷರಾಗಿ ಆಯ್ಕೆಯಾದರು.	[503, 480, 615, 526]
assam-col1: ದಿಸ್ಪುರ್: ಅಸ್ಸಾಂನ ದಿಮಾ ಹಸಾವೊ ಜಿಲ್ಲೆಯಲ್ಲಿರುವ 300 ಅಡಿ ಆಳದ ರ‍್ಯಾಟ್ ಹೋಲ್ ಕಲ್ಲಿದ್ದಲು ಗಣಿಯಲ್ಲಿ ದಿಢೀರ್ ನೀರು ನುಗ್ಗಿದ ಪರಿಣಾಮ ಸುಮಾರು 18 ಕಾರ್ಮಿಕರು ಸಿಲುಕಿದ್ದಾರೆ. ಕ್ವಾರಿಯಲ್ಲಿ ಸುಮಾರು 100 ಅಡಿ ನೀರು ತುಂಬಿದ್ದು ಕಾರ್ಮಿಕರ ರಕ್ಷಣೆಗೆ ಭಾರತೀಯ ಸೇನೆ ಮತ್ತು ರಾಷ್ಟ್ರೀಯ ವಿಪತ್ತು ನಿರ್ವಹಣಾ ಪಡೆಗಳು ಧಾವಿಸಿವೆ. ಪ್ರಸ್ತುತ ನಡೆಯುತ್ತಿರುವ ರಕ್ಷಣಾ ಕಾರ್ಯಾಚರಣೆಯಲ್ಲಿ ಸೇನೆಯ ನೆರವನ್ನು ಕೋರಲಾಗಿದೆ ಎಂದು ಮುಖ್ಯಮಂತ್ರಿ ಹಿಮಂತ ಬಿಶ್ವ ಶರ್ಮಾ ಹೇಳಿದ್ದಾರೆ.	[12, 950, 148, 1004]
spadex-headline-line2: ಮುಂದೂಡಿದ ಇಸ್ರೋ	[124, 1208, 296, 1237]
leaders-photo	[755, 734, 935, 824]
